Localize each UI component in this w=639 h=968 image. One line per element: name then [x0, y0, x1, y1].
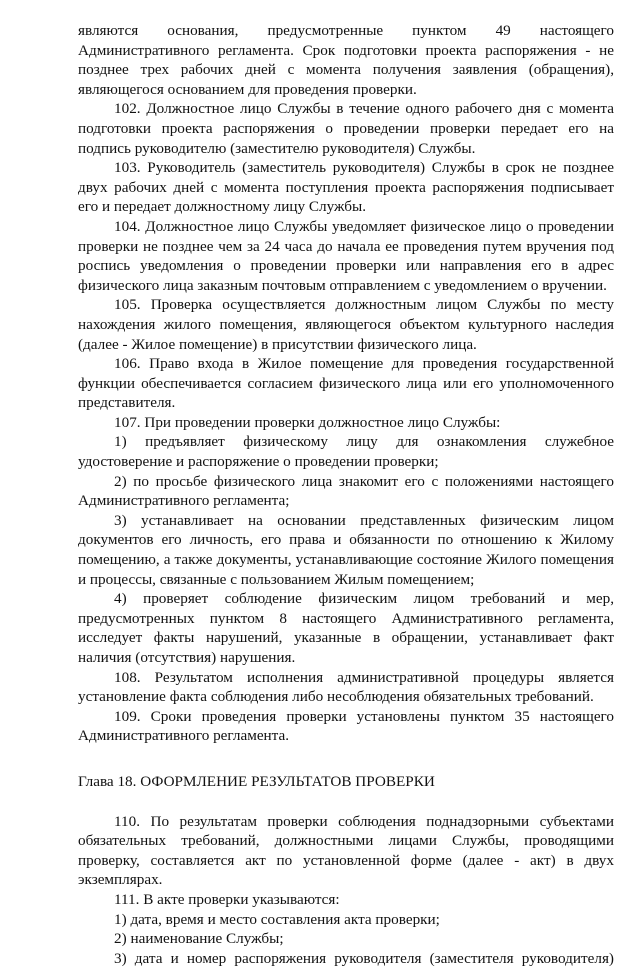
list-item-107-4: 4) проверяет соблюдение физическим лицом требований и мер, предусмотренных пунктом 8 настоящего Административного регламента, исследует факты нарушений, указанные в обращении, устанавливает факт наличия (отсутствия) нарушения.	[78, 590, 614, 666]
paragraph-109: 109. Сроки проведения проверки установлены пунктом 35 настоящего Административного регламента.	[78, 707, 614, 745]
document-page	[78, 21, 614, 968]
chapter-heading: Глава 18. ОФОРМЛЕНИЕ РЕЗУЛЬТАТОВ ПРОВЕРКИ	[78, 772, 435, 790]
list-item-107-2: 2) по просьбе физического лица знакомит его с положениями настоящего Административного регламента;	[78, 472, 614, 510]
paragraph-106: 106. Право входа в Жилое помещение для проведения государственной функции обеспечивается согласием физического лица или его уполномоченного представителя.	[78, 355, 614, 412]
paragraph-108: 108. Результатом исполнения административной процедуры является установление факта соблюдения либо несоблюдения обязательных требований.	[78, 668, 614, 706]
paragraph-105: 105. Проверка осуществляется должностным лицом Службы по месту нахождения жилого помещения, являющегося объектом культурного наследия (далее - Жилое помещение) в присутствии физического лица.	[78, 296, 614, 353]
paragraph-103: 103. Руководитель (заместитель руководителя) Службы в срок не позднее двух рабочих дней с момента поступления проекта распоряжения подписывает его и передает должностному лицу Службы.	[78, 159, 614, 216]
list-item-111-1: 1) дата, время и место составления акта проверки;	[114, 910, 440, 928]
paragraph-111: 111. В акте проверки указываются:	[114, 890, 340, 908]
paragraph-102: 102. Должностное лицо Службы в течение одного рабочего дня с момента подготовки проекта распоряжения о проведении проверки передает его на подпись руководителю (заместителю руководителя) Службы.	[78, 100, 614, 157]
list-item-107-3: 3) устанавливает на основании представленных физическим лицом документов его личность, его права и обязанности по отношению к Жилому помещению, а также документы, устанавливающие состояние Жилого помещения и процессы, связанные с пользованием Жилым помещением;	[78, 511, 614, 588]
list-item-111-2: 2) наименование Службы;	[114, 930, 284, 948]
paragraph-101-continuation: являются основания, предусмотренные пунктом 49 настоящего Административного регламента. Срок подготовки проекта распоряжения - не позднее трех рабочих дней с момента получения заявления (обращения), являющегося основанием для проведения проверки.	[78, 22, 614, 98]
paragraph-104: 104. Должностное лицо Службы уведомляет физическое лицо о проведении проверки не позднее чем за 24 часа до начала ее проведения путем вручения под роспись уведомления о проведении проверки или направления его в адрес физического лица заказным почтовым отправлением с уведомлением о вручении.	[78, 217, 614, 294]
list-item-107-1: 1) предъявляет физическому лицу для ознакомления служебное удостоверение и распоряжение о проведении проверки;	[78, 433, 614, 471]
paragraph-110: 110. По результатам проверки соблюдения поднадзорными субъектами обязательных требований, должностными лицами Службы, проводящими проверку, составляется акт по установленной форме (далее - акт) в двух экземплярах.	[78, 812, 614, 889]
paragraph-107: 107. При проведении проверки должностное лицо Службы:	[114, 413, 501, 431]
list-item-111-3: 3) дата и номер распоряжения руководителя (заместителя руководителя)	[114, 949, 614, 967]
